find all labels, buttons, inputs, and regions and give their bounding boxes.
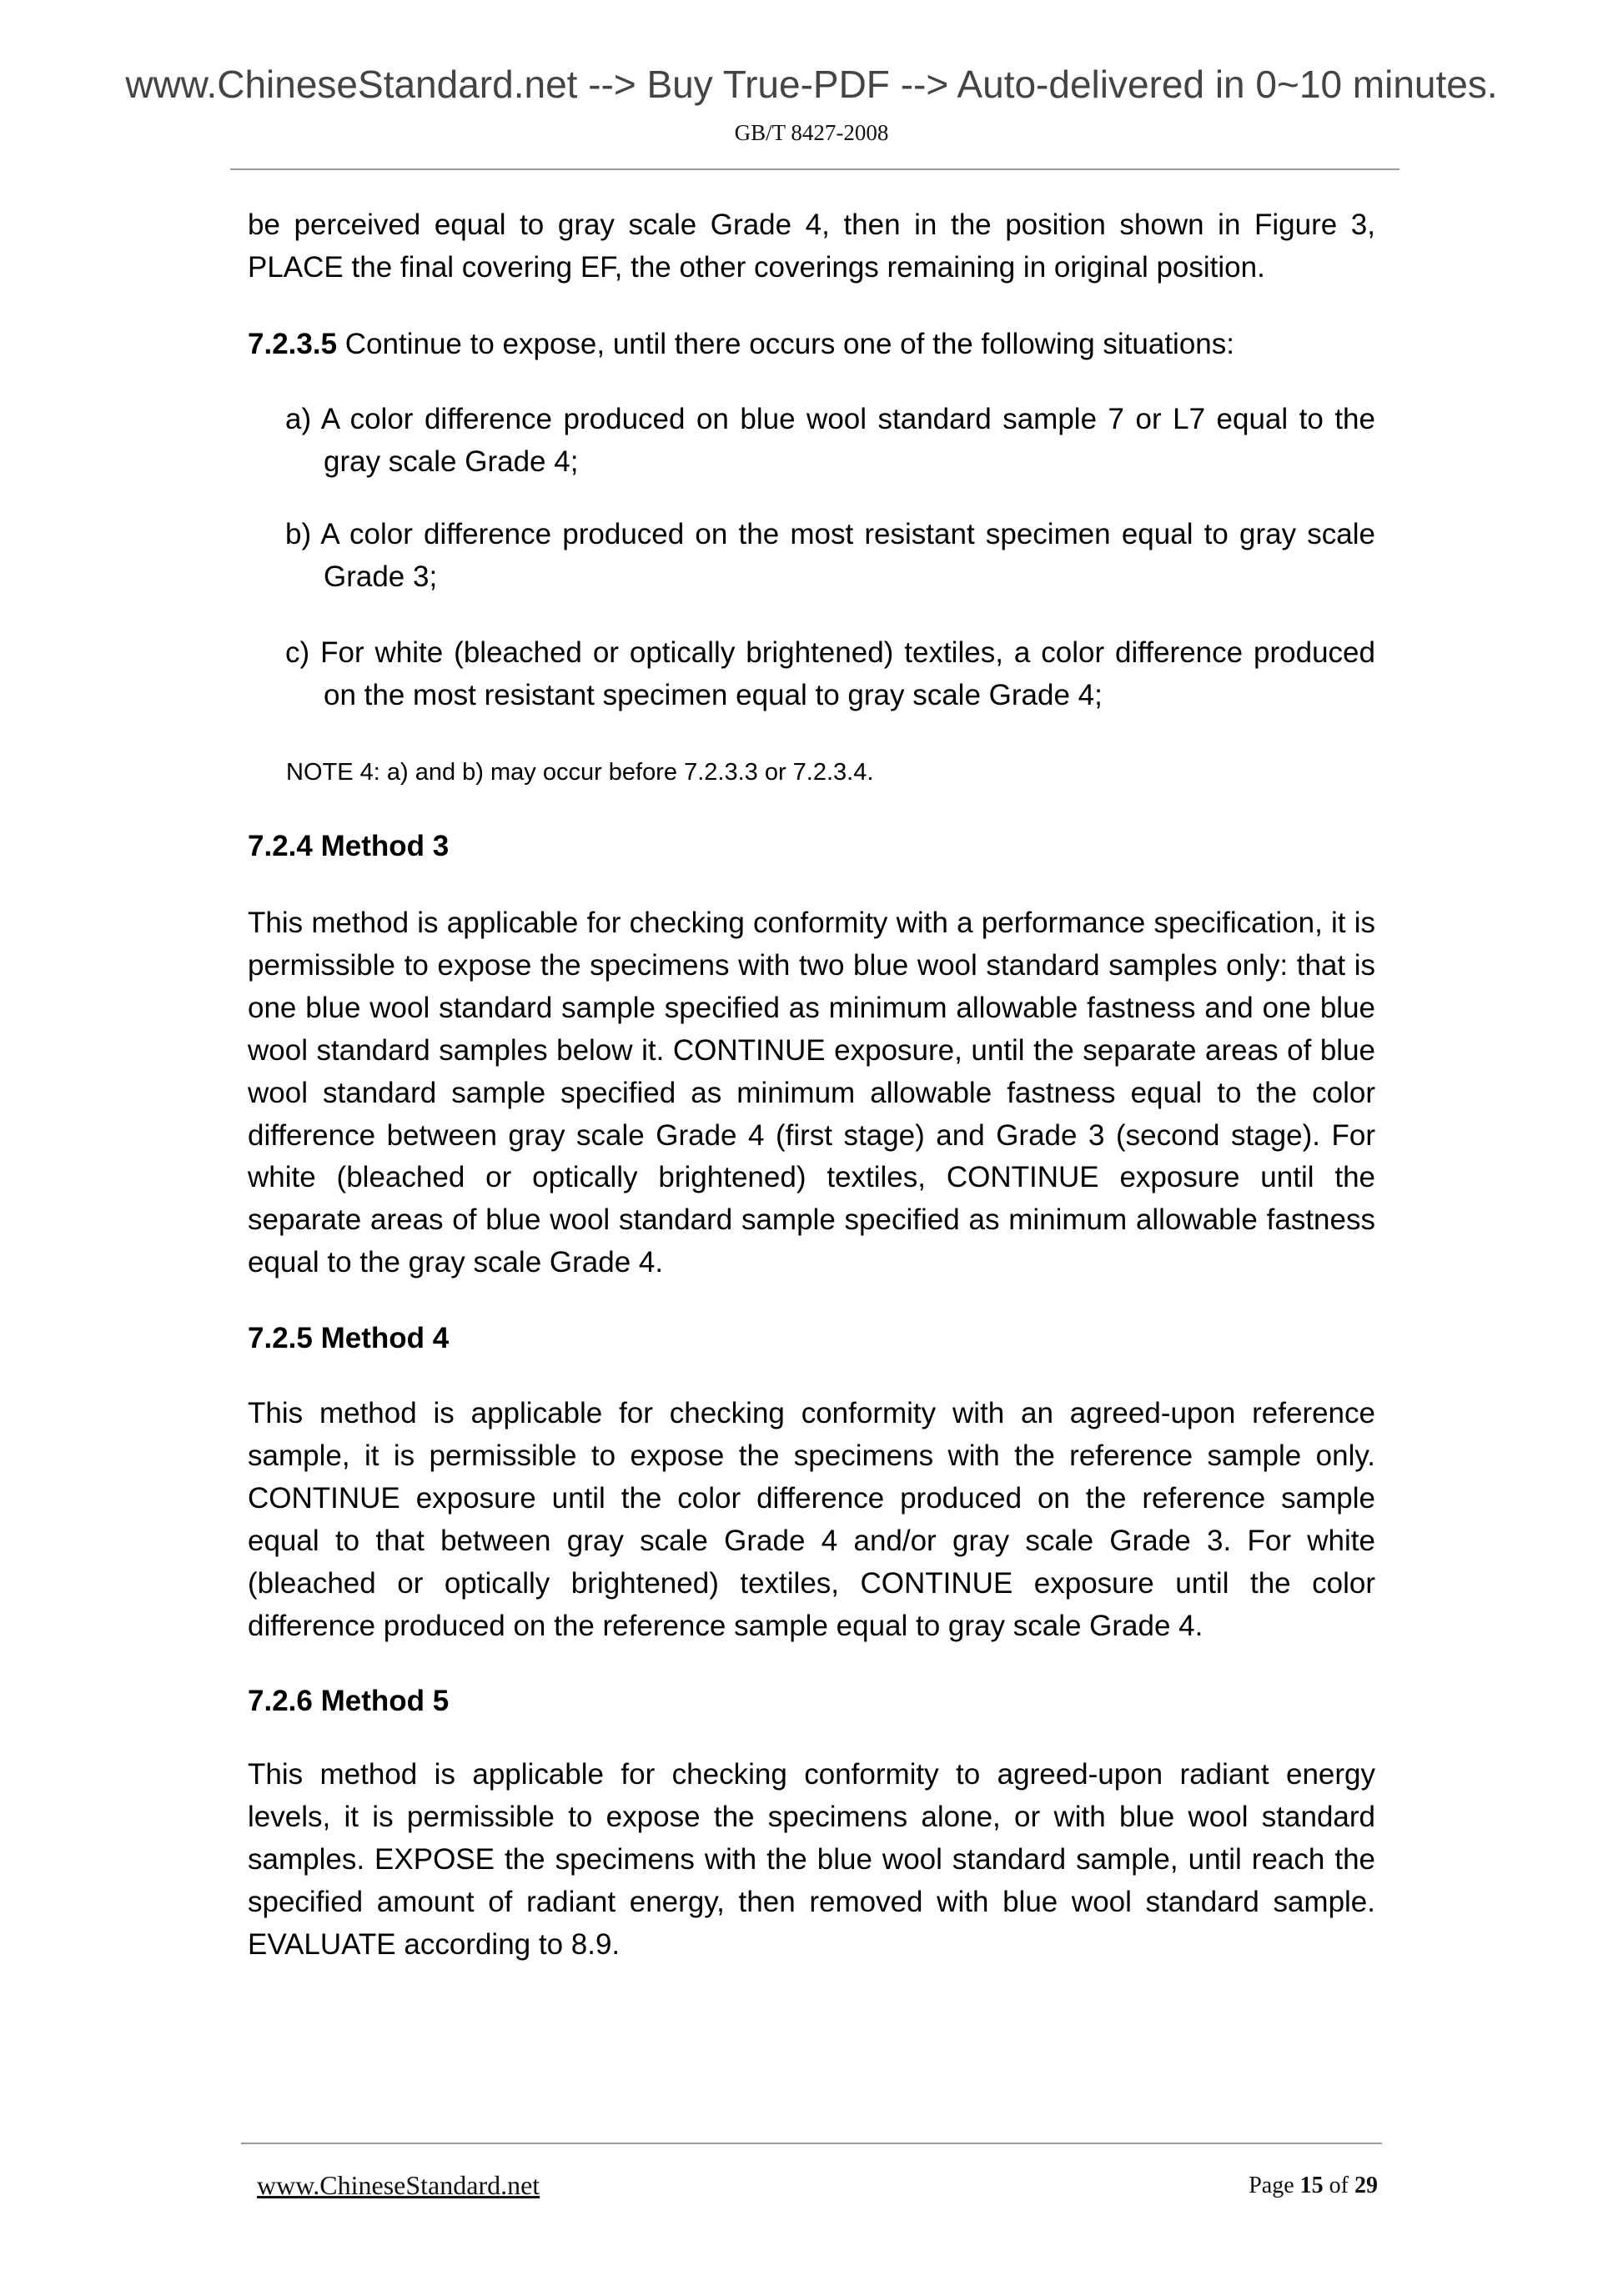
continuation-paragraph xyxy=(248,204,1375,289)
page-prefix: Page xyxy=(1249,2173,1300,2198)
list-item-a xyxy=(285,399,1375,484)
paragraph-text: be perceived equal to gray scale Grade 4, then in the position shown in Figure 3, PLACE the final covering EF, the other coverings remaining in original position. xyxy=(248,208,1375,284)
section-paragraph-7-2-5 xyxy=(248,1393,1375,1647)
item-text: A color difference produced on the most resistant specimen equal to gray scale Grade 3; xyxy=(320,518,1376,593)
list-item-c xyxy=(285,632,1375,717)
page-number xyxy=(1249,2173,1378,2199)
item-label: a) xyxy=(285,403,312,435)
footer-rule xyxy=(241,2143,1382,2144)
item-label: b) xyxy=(285,518,312,550)
note-text: NOTE 4: a) and b) may occur before 7.2.3.3 or 7.2.3.4. xyxy=(286,759,874,786)
section-paragraph-7-2-6 xyxy=(248,1754,1375,1967)
header-banner: www.ChineseStandard.net --> Buy True-PDF --> Auto-delivered in 0~10 minutes. xyxy=(125,63,1498,106)
paragraph-text: This method is applicable for checking conformity with a performance specification, it is permissible to expose the specimens with two blue wool standard samples only: that is one blue wool standard sample specified as minimum allowable fastness and one blue wool standard samples below it. CONTINUE exposure, until the separate areas of blue wool standard sample specified as minimum allowable fastness equal to the color difference between gray scale Grade 4 (first stage) and Grade 3 (second stage). For white (bleached or optically brightened) textiles, CONTINUE exposure until the separate areas of blue wool standard sample specified as minimum allowable fastness equal to the gray scale Grade 4. xyxy=(248,907,1375,1279)
page-of: of xyxy=(1323,2173,1354,2198)
item-label: c) xyxy=(285,636,310,669)
item-text: A color difference produced on blue wool standard sample 7 or L7 equal to the gray scale Grade 4; xyxy=(320,403,1375,478)
paragraph-text: This method is applicable for checking conformity to agreed-upon radiant energy levels, it is permissible to expose the specimens alone, or with blue wool standard samples. EXPOSE the specimens with the blue wool standard sample, until reach the specified amount of radiant energy, then removed with blue wool standard sample. EVALUATE according to 8.9. xyxy=(248,1758,1375,1961)
document-code: GB/T 8427-2008 xyxy=(734,120,889,145)
section-heading-7-2-4: 7.2.4 Method 3 xyxy=(248,830,450,862)
section-heading-7-2-6: 7.2.6 Method 5 xyxy=(248,1685,450,1717)
item-text: For white (bleached or optically brightened) textiles, a color difference produced on the most resistant specimen equal to gray scale Grade 4; xyxy=(320,636,1375,711)
paragraph-text: This method is applicable for checking conformity with an agreed-upon reference sample, it is permissible to expose the specimens with the reference sample only. CONTINUE exposure until the color difference produced on the reference sample equal to that between gray scale Grade 4 and/or gray scale Grade 3. For white (bleached or optically brightened) textiles, CONTINUE exposure until the color difference produced on the reference sample equal to gray scale Grade 4. xyxy=(248,1397,1375,1642)
clause-7-2-3-5 xyxy=(248,324,1375,366)
clause-number: 7.2.3.5 xyxy=(248,328,338,360)
section-heading-7-2-5: 7.2.5 Method 4 xyxy=(248,1322,450,1354)
page-current: 15 xyxy=(1299,2173,1324,2198)
clause-text: Continue to expose, until there occurs one of the following situations: xyxy=(337,328,1234,360)
note-4 xyxy=(286,756,1375,789)
header-rule xyxy=(230,168,1399,170)
page-total: 29 xyxy=(1354,2173,1378,2198)
section-paragraph-7-2-4 xyxy=(248,902,1375,1284)
footer-site-link[interactable]: www.ChineseStandard.net xyxy=(257,2170,540,2200)
list-item-b xyxy=(285,514,1375,599)
